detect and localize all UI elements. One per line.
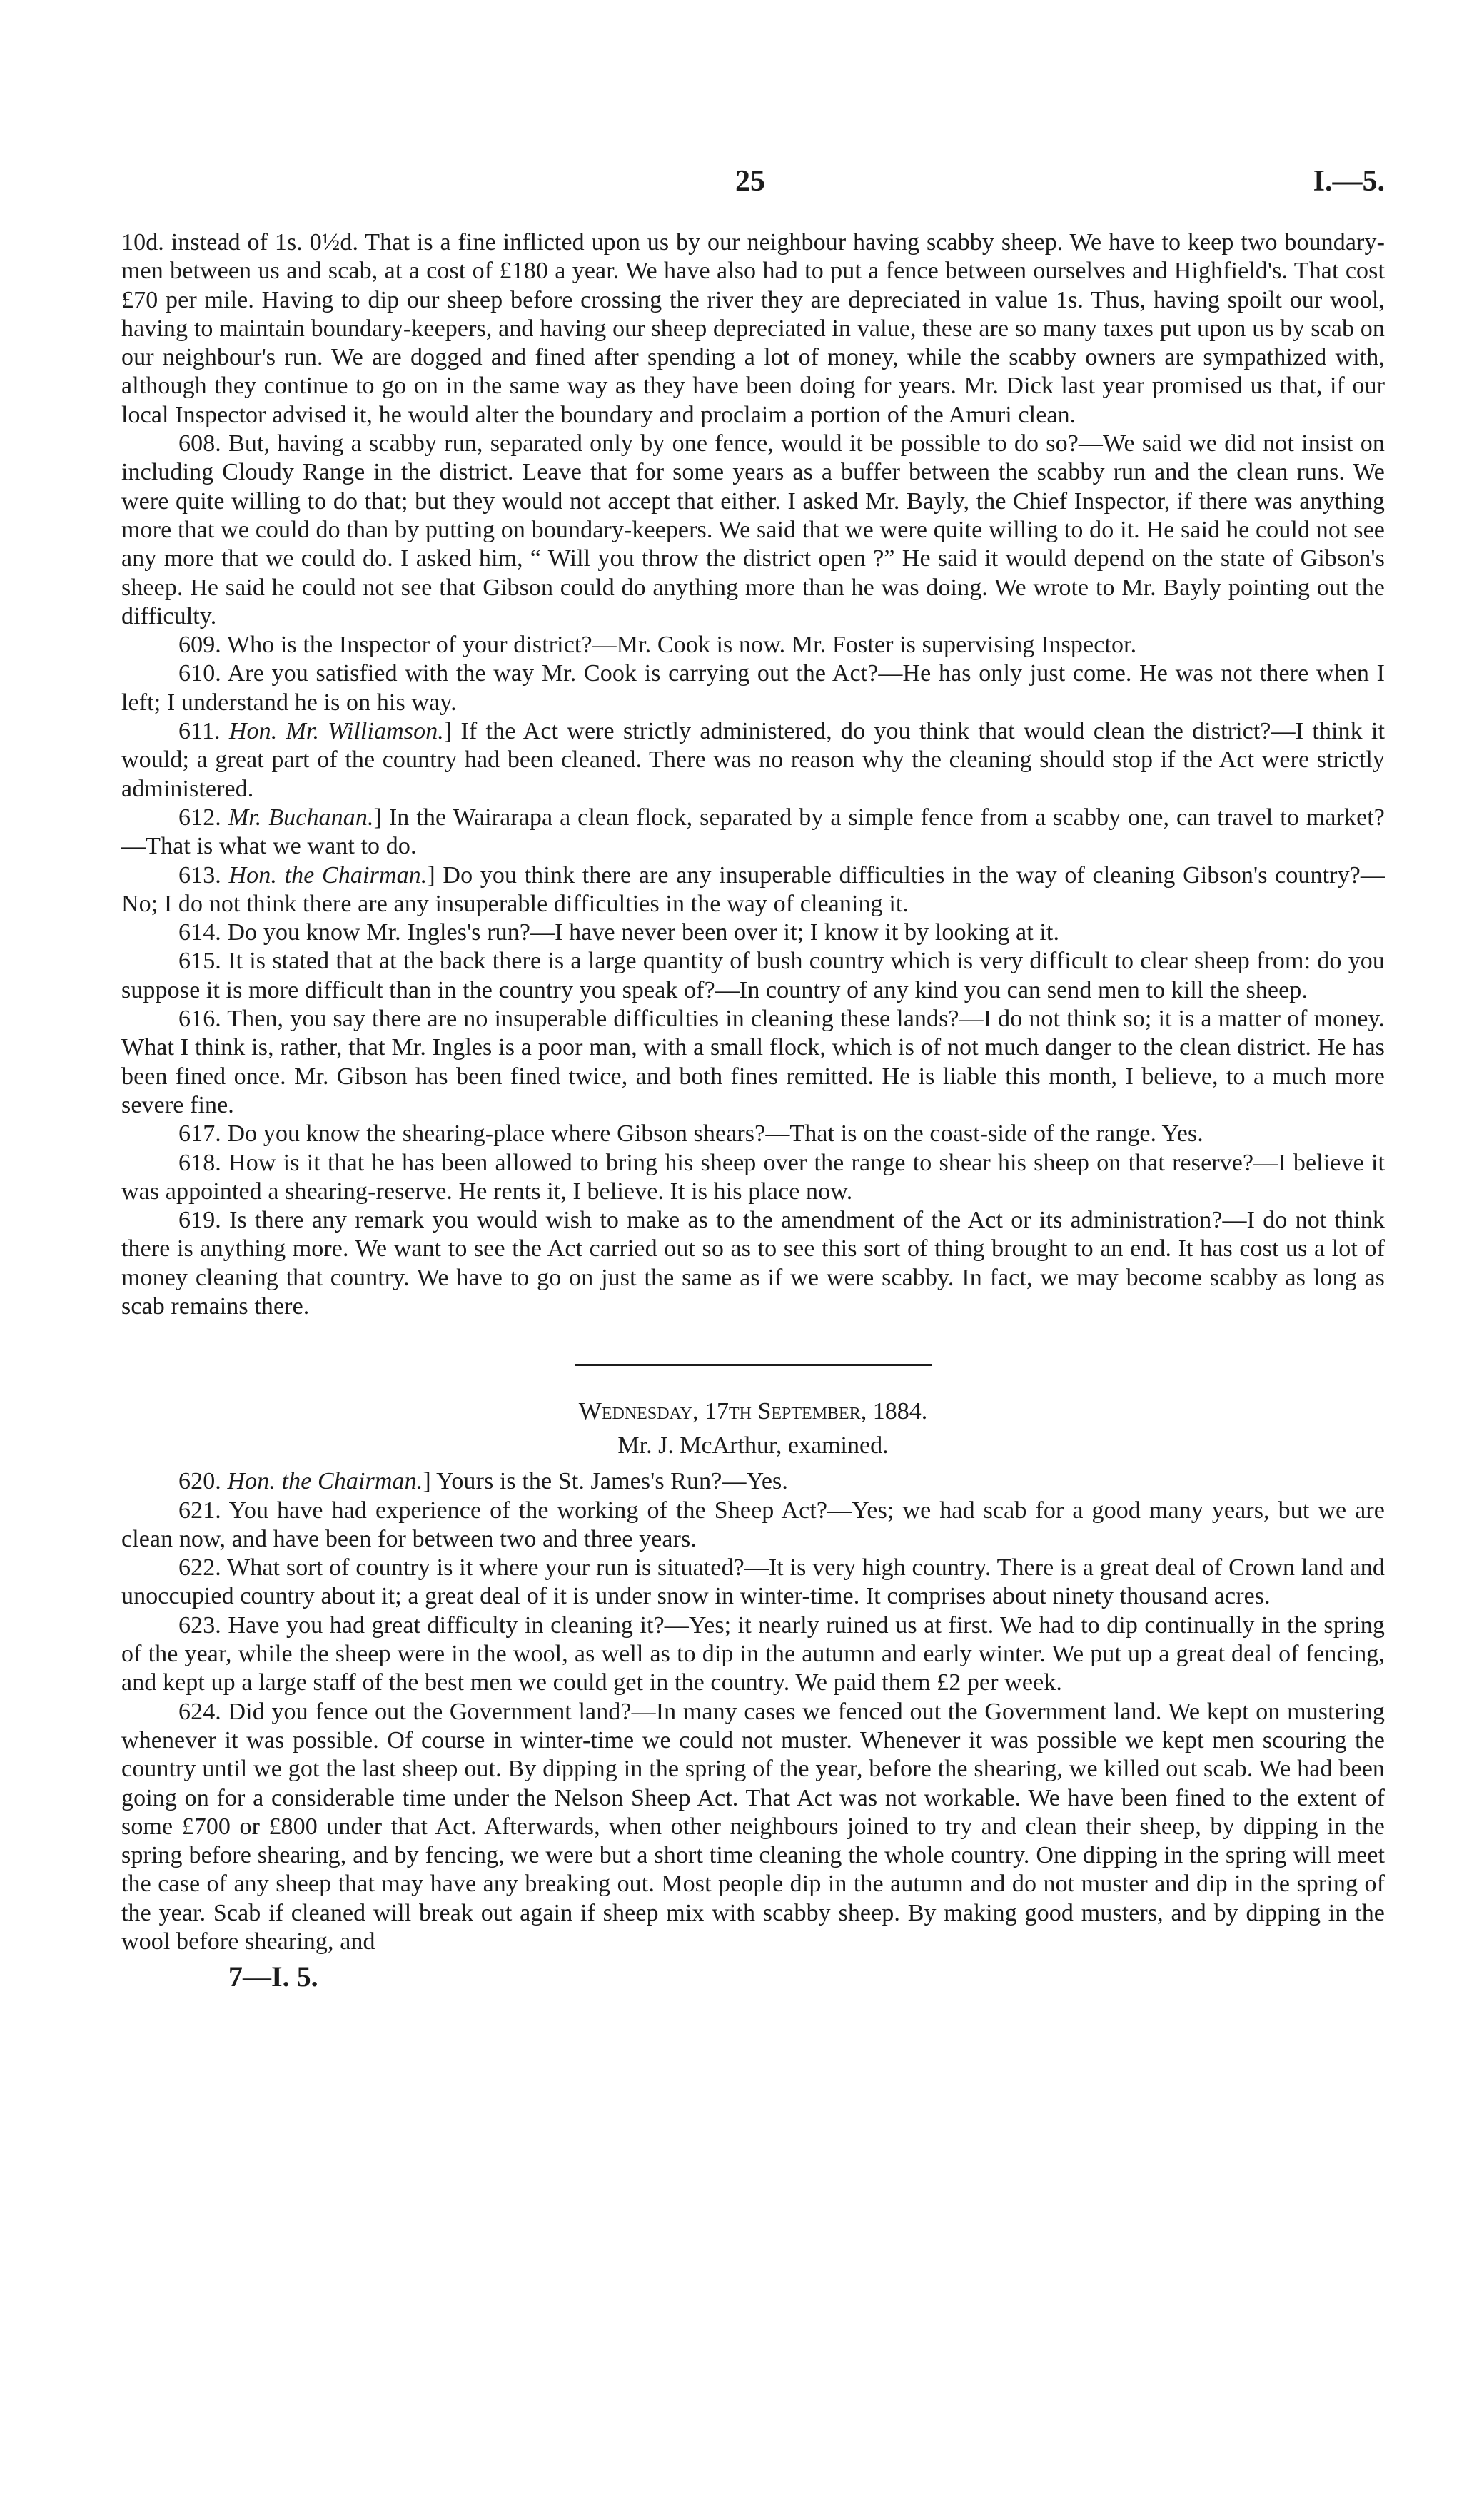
question-number: 612. (178, 804, 228, 831)
paragraph-text: ] Yours is the St. James's Run?—Yes. (423, 1468, 788, 1495)
testimony-paragraph: 10d. instead of 1s. 0½d. That is a fine inflicted upon us by our neighbour having scabby sheep. We have to keep two boundary-men between us and scab, at a cost of £180 a year. We have also had to put a fence between ourselves and Highfield's. That cost £70 per mile. Having to dip our sheep before crossing the river they are depreciated in value 1s. Thus, having spoilt our wool, having to maintain boundary-keepers, and having our sheep depreciated in value, these are so many taxes put upon us by scab on our neighbour's run. We are dogged and fined after spending a lot of money, while the scabby owners are sympathized with, although they continue to go on in the same way as they have been doing for years. Mr. Dick last year promised us that, if our local Inspector advised it, he would alter the boundary and proclaim a portion of the Amuri clean. (121, 229, 1385, 428)
paragraph-text: ] Do you think there are any insuperable difficulties in the way of cleaning Gibson's country?—No; I do not think there are any insuperable difficulties in the way of cleaning it. (121, 861, 1385, 917)
testimony-paragraph: 619. Is there any remark you would wish to make as to the amendment of the Act or its administration?—I do not think there is anything more. We want to see the Act carried out so as to see this sort of thing brought to an end. It has cost us a lot of money cleaning that country. We have to go on just the same as if we were scabby. In fact, we may become scabby as long as scab remains there. (121, 1207, 1385, 1320)
speaker-name: Hon. the Chairman. (227, 1468, 423, 1495)
testimony-paragraph: 608. But, having a scabby run, separated only by one fence, would it be possible to do so?—We said we did not insist on including Cloudy Range in the district. Leave that for some years as a buffer between the scabby run and the clean runs. We were quite willing to do that; but they would not accept that either. I asked Mr. Bayly, the Chief Inspector, if there was anything more that we could do than by putting on boundary-keepers. We said that we were quite willing to do it. He said he could not see any more that we could do. I asked him, “ Will you throw the district open ?” He said it would depend on the state of Gibson's sheep. He said he could not see that Gibson could do anything more than he was doing. We wrote to Mr. Bayly pointing out the difficulty. (121, 430, 1385, 629)
page-number: 25 (735, 165, 765, 198)
section-divider (575, 1364, 932, 1366)
speaker-name: Hon. the Chairman. (228, 861, 428, 889)
testimony-paragraph (121, 861, 1385, 919)
question-number: 611. (178, 718, 229, 745)
testimony-paragraph (121, 1467, 1385, 1496)
session-date-heading: Wednesday, 17th September, 1884. (578, 1398, 928, 1425)
paragraph-text: ] In the Wairarapa a clean flock, separated by a simple fence from a scabby one, can travel to market?—That is what we want to do. (121, 804, 1385, 860)
testimony-paragraph: 624. Did you fence out the Government land?—In many cases we fenced out the Government land. We kept on mustering whenever it was possible. Of course in winter-time we could not muster. Whenever it was possible we kept men scouring the country until we got the last sheep out. By dipping in the spring of the year, before the shearing, we killed out scab. We had been going on for a considerable time under the Nelson Sheep Act. That Act was not workable. We have been fined to the extent of some £700 or £800 under that Act. Afterwards, when other neighbours joined to try and clean their sheep, by dipping in the spring before shearing, and by fencing, we were but a short time cleaning the whole country. One dipping in the spring will meet the case of any sheep that may have any breaking out. Most people dip in the autumn and do not muster and dip in the spring of the year. Scab if cleaned will break out again if sheep mix with scabby sheep. By making good musters, and by dipping in the wool before shearing, and (121, 1698, 1385, 1955)
testimony-paragraph: 623. Have you had great difficulty in cleaning it?—Yes; it nearly ruined us at first. We had to dip continually in the spring of the year, while the sheep were in the wool, as well as to dip in the autumn and early winter. We put up a great deal of fencing, and kept up a large staff of the best men we could get in the country. We paid them £2 per week. (121, 1611, 1385, 1696)
testimony-paragraph: 617. Do you know the shearing-place where Gibson shears?—That is on the coast-side of the range. Yes. (178, 1120, 1203, 1148)
question-number: 620. (178, 1468, 228, 1495)
testimony-paragraph (121, 804, 1385, 861)
witness-heading: Mr. J. McArthur, examined. (617, 1432, 889, 1459)
testimony-paragraph: 618. How is it that he has been allowed to bring his sheep over the range to shear his sheep on that reserve?—I believe it was appointed a shearing-reserve. He rents it, I believe. It is his place now. (121, 1149, 1385, 1205)
speaker-name: Hon. Mr. Williamson. (228, 718, 444, 745)
testimony-section-1 (121, 228, 1385, 1321)
testimony-section-2 (121, 1467, 1385, 1956)
testimony-paragraph: 609. Who is the Inspector of your district?—Mr. Cook is now. Mr. Foster is supervising Inspector. (178, 632, 1137, 659)
page-reference: I.—5. (1313, 165, 1385, 198)
document-page (121, 164, 1385, 1995)
testimony-paragraph (121, 717, 1385, 804)
testimony-paragraph: 610. Are you satisfied with the way Mr. Cook is carrying out the Act?—He has only just come. He was not there when I left; I understand he is on his way. (121, 660, 1385, 716)
testimony-paragraph: 614. Do you know Mr. Ingles's run?—I have never been over it; I know it by looking at it. (178, 919, 1060, 946)
testimony-paragraph: 621. You have had experience of the working of the Sheep Act?—Yes; we had scab for a good many years, but we are clean now, and have been for between two and three years. (121, 1497, 1385, 1552)
paragraph-text: ] If the Act were strictly administered, do you think that would clean the district?—I think it would; a great part of the country had been cleaned. There was no reason why the cleaning should stop if the Act were strictly administered. (121, 718, 1385, 802)
page-signature: 7—I. 5. (228, 1960, 318, 1993)
question-number: 613. (178, 861, 229, 889)
testimony-paragraph: 615. It is stated that at the back there is a large quantity of bush country which is very difficult to clear sheep from: do you suppose it is more difficult than in the country you speak of?—In country of any kind you can send men to kill the sheep. (121, 948, 1385, 1003)
testimony-paragraph: 622. What sort of country is it where your run is situated?—It is very high country. There is a great deal of Crown land and unoccupied country about it; a great deal of it is under snow in winter-time. It comprises about ninety thousand acres. (121, 1554, 1385, 1610)
testimony-paragraph: 616. Then, you say there are no insuperable difficulties in cleaning these lands?—I do not think so; it is a matter of money. What I think is, rather, that Mr. Ingles is a poor man, with a small flock, which is of not much danger to the clean district. He has been fined once. Mr. Gibson has been fined twice, and both fines remitted. He is liable this month, I believe, to a much more severe fine. (121, 1006, 1385, 1118)
speaker-name: Mr. Buchanan. (228, 804, 374, 831)
page-header (121, 164, 1385, 228)
